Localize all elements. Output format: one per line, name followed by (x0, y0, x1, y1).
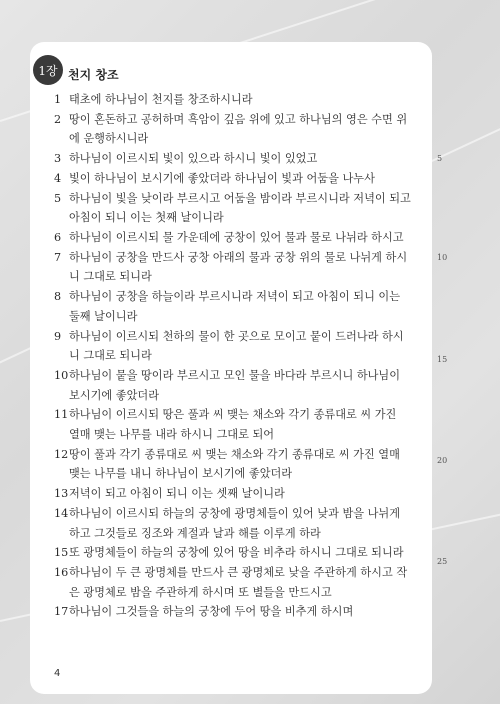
verse-number: 10 (54, 369, 69, 382)
verse-text: 하나님이 궁창을 만드사 궁창 아래의 물과 궁창 위의 물로 나뉘게 하시 니 그대로 되니라 (69, 250, 408, 284)
verse-number: 7 (54, 250, 62, 264)
line-marker: 20 (437, 456, 448, 465)
verse-number: 9 (54, 329, 62, 343)
line-marker: 10 (437, 253, 448, 262)
verse-number: 15 (54, 546, 69, 560)
verse-number: 13 (54, 487, 69, 501)
verse-number: 3 (54, 152, 62, 166)
verse-row (54, 110, 419, 149)
verse-number: 2 (54, 112, 62, 126)
verse-row (54, 504, 419, 543)
verse-row (54, 563, 419, 602)
page-number: 4 (54, 668, 61, 679)
verse-number: 8 (54, 290, 62, 304)
verse-row (54, 248, 419, 287)
verse-row (54, 169, 419, 189)
verse-row (54, 602, 419, 622)
verse-text: 땅이 혼돈하고 공허하며 흑암이 깊음 위에 있고 하나님의 영은 수면 위 에 운행하시니라 (69, 112, 408, 146)
verse-row (54, 327, 419, 366)
verse-text: 태초에 하나님이 천지를 창조하시니라 (69, 93, 253, 106)
verse-row (54, 543, 419, 563)
verse-text: 빛이 하나님이 보시기에 좋았더라 하나님이 빛과 어둠을 나누사 (69, 171, 375, 185)
verse-row (54, 287, 419, 326)
verse-row (54, 90, 419, 110)
verse-row (54, 228, 419, 248)
verse-text: 저녁이 되고 아침이 되니 이는 셋째 날이니라 (69, 487, 285, 501)
verse-number: 16 (54, 566, 69, 580)
verse-row (54, 189, 419, 228)
verse-number: 4 (54, 171, 62, 185)
verse-list (54, 90, 419, 622)
verse-number: 5 (54, 191, 62, 205)
verse-number: 1 (54, 93, 62, 106)
verse-text: 하나님이 궁창을 하늘이라 부르시니라 저녁이 되고 아침이 되니 이는 둘째 날이니라 (69, 290, 401, 323)
verse-text: 하나님이 빛을 낮이라 부르시고 어둠을 밤이라 부르시니라 저녁이 되고 아침이 되니 이는 첫째 날이니라 (69, 191, 411, 225)
verse-text: 하나님이 이르시되 천하의 물이 한 곳으로 모이고 뭍이 드러나라 하시 니 그대로 되니라 (69, 329, 404, 363)
chapter-badge: 1장 (33, 55, 63, 85)
verse-row (54, 484, 419, 504)
line-marker: 15 (437, 355, 448, 364)
verse-text: 하나님이 이르시되 물 가운데에 궁창이 있어 물과 물로 나뉘라 하시고 (69, 231, 404, 245)
verse-number: 12 (54, 447, 69, 461)
verse-row (54, 405, 419, 444)
verse-text: 하나님이 그것들을 하늘의 궁창에 두어 땅을 비추게 하시며 (69, 605, 354, 619)
verse-text: 땅이 풀과 각기 종류대로 씨 맺는 채소와 각기 종류대로 씨 가진 열매 맺는 나무를 내니 하나님이 보시기에 좋았더라 (69, 447, 400, 481)
verse-number: 14 (54, 506, 69, 520)
verse-row (54, 445, 419, 484)
verse-text: 하나님이 뭍을 땅이라 부르시고 모인 물을 바다라 부르시니 하나님이 보시기에 좋았더라 (69, 369, 401, 402)
verse-text: 하나님이 이르시되 땅은 풀과 씨 맺는 채소와 각기 종류대로 씨 가진 열매 맺는 나무를 내라 하시니 그대로 되어 (69, 408, 397, 441)
verse-text: 또 광명체들이 하늘의 궁창에 있어 땅을 비추라 하시니 그대로 되니라 (69, 546, 404, 560)
verse-number: 11 (54, 408, 69, 422)
chapter-title: 천지 창조 (68, 68, 119, 82)
verse-number: 17 (54, 605, 69, 619)
verse-row (54, 149, 419, 169)
verse-text: 하나님이 두 큰 광명체를 만드사 큰 광명체로 낮을 주관하게 하시고 작 은 광명체로 밤을 주관하게 하시며 또 별들을 만드시고 (69, 566, 408, 599)
verse-text: 하나님이 이르시되 하늘의 궁창에 광명체들이 있어 낮과 밤을 나뉘게 하고 그것들로 징조와 계절과 날과 해를 이루게 하라 (69, 506, 401, 540)
line-marker: 5 (437, 154, 443, 163)
verse-row (54, 366, 419, 405)
line-marker: 25 (437, 557, 448, 566)
verse-number: 6 (54, 231, 62, 245)
verse-text: 하나님이 이르시되 빛이 있으라 하시니 빛이 있었고 (69, 152, 318, 166)
